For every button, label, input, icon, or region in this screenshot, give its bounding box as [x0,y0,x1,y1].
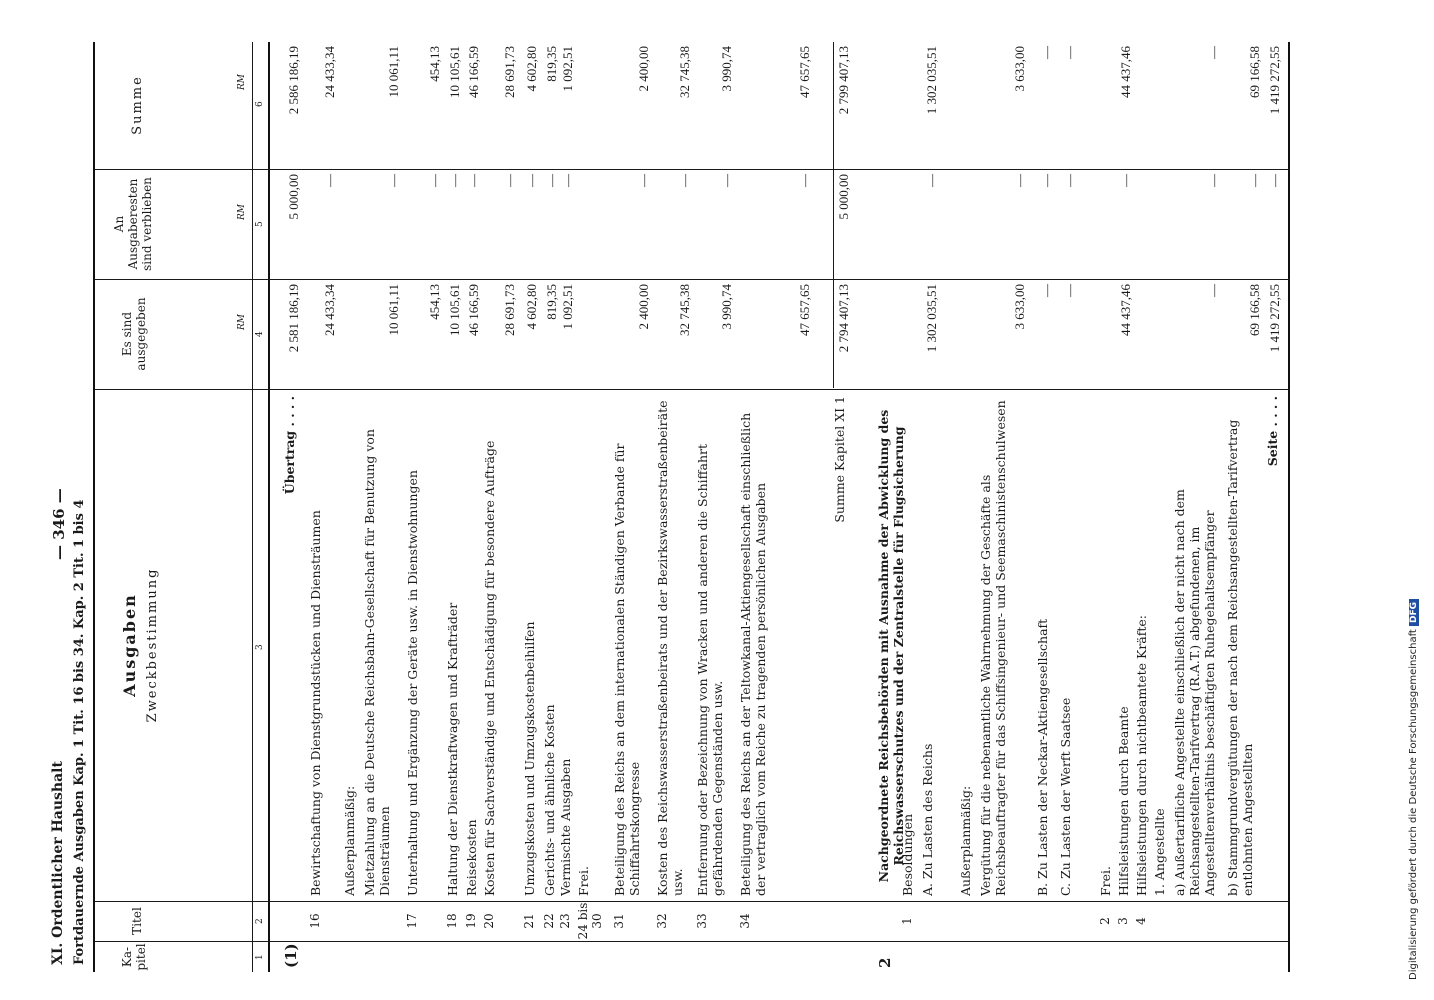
row-summe: 2 799 407,13 [836,46,851,115]
header-zweck: Zweckbestimmung [145,567,160,723]
header-titel: Titel [130,907,144,935]
row-zweck: Vergütung für die nebenamtliche Wahrnehmung der Geschäfte als Reichsbeauftragter für das Schiffsingenieur- und Seemaschinistenschulwesen [978,400,1008,896]
row-ausgegeben: — [1062,284,1077,297]
row-titel: 18 [445,913,459,929]
row-ausgegeben: 46 166,59 [466,284,481,336]
column-number-rule [268,42,270,972]
row-ausgegeben: 47 657,65 [797,284,812,336]
row-ausgegeben: 454,13 [427,284,442,320]
row-summe: 46 166,59 [466,46,481,98]
row-titel: 21 [522,913,536,929]
row-ausgaberest: — [719,174,734,187]
row-summe: 1 419 272,55 [1267,46,1282,115]
row-ausgaberest: — [924,174,939,187]
row-summe: 819,35 [544,46,559,82]
row-summe: 1 302 035,51 [924,46,939,115]
row-zweck: Bewirtschaftung von Dienstgrundstücken und Diensträumen [308,510,323,896]
row-zweck: Frei. [576,865,591,896]
row-summe: 28 691,73 [502,46,517,98]
row-ausgegeben: 1 302 035,51 [924,284,939,353]
row-ausgegeben: 1 092,51 [560,284,575,330]
row-titel: 17 [405,913,419,929]
row-ausgaberest: 5 000,00 [286,174,301,220]
row-summe: 2 586 186,19 [286,46,301,115]
row-titel: 4 [1134,917,1148,925]
row-zweck: C. Zu Lasten der Werft Saatsee [1058,697,1073,896]
row-zweck: 1. Angestellte [1152,808,1167,896]
row-titel: 19 [464,913,478,929]
row-titel: 3 [1116,917,1130,925]
sum-rule [833,42,834,388]
header-bottom-rule [252,42,253,972]
row-summe: 454,13 [427,46,442,82]
header-ausgaben: Ausgaben [120,593,139,697]
row-summe: 10 061,11 [386,46,401,98]
row-summe: — [1039,46,1054,59]
row-titel: 16 [308,913,322,929]
col-divider-5 [95,169,1290,170]
section-subtitle: Fortdauernde Ausgaben Kap. 1 Tit. 16 bis 34. Kap. 2 Tit. 1 bis 4 [72,499,87,965]
row-zweck: Frei. [1098,865,1113,896]
colnum-1: 1 [255,954,265,960]
row-ausgaberest: — [1039,174,1054,187]
row-ausgegeben: 3 990,74 [719,284,734,330]
row-zweck: Seite . . . . [1265,396,1280,467]
row-titel: 32 [655,913,669,929]
col-divider-3 [95,389,1290,390]
row-ausgegeben: 2 581 186,19 [286,284,301,353]
dfg-badge: DFG [1409,599,1419,626]
row-summe: 3 990,74 [719,46,734,92]
row-titel: 22 [542,913,556,929]
row-ausgaberest: — [1206,174,1221,187]
unit-label-6: RM [237,74,247,90]
row-zweck: Vermischte Ausgaben [558,758,573,896]
row-zweck: Mietzahlung an die Deutsche Reichsbahn-Gesellschaft für Benutzung von Diensträumen [362,429,392,896]
row-ausgaberest: — [524,174,539,187]
row-zweck: Reisekosten [464,819,479,896]
row-ausgaberest: — [1012,174,1027,187]
row-zweck: a) Außertarifliche Angestellte einschließlich der nicht nach dem Reichsangestellten-Tarifvertrag (R.A.T.) abgefundenen, im Angestelltenverhältnis beschäftigten Ruhegehaltsempfänger [1172,489,1217,896]
row-zweck: Summe Kapitel XI 1 [832,396,847,523]
col-divider-1 [95,941,1290,942]
colnum-4: 4 [255,331,265,337]
page-number: — 346 — [50,488,68,560]
colnum-5: 5 [255,221,265,227]
row-ausgegeben: 69 166,58 [1247,284,1262,336]
row-zweck: B. Zu Lasten der Neckar-Aktiengesellschaft [1035,618,1050,896]
row-ausgegeben: 3 633,00 [1012,284,1027,330]
row-ausgegeben: 2 794 407,13 [836,284,851,353]
row-zweck: Unterhaltung und Ergänzung der Geräte usw. in Dienstwohnungen [405,470,420,896]
row-ausgegeben: 10 105,61 [447,284,462,336]
row-ausgaberest: — [427,174,442,187]
row-ausgaberest: — [1062,174,1077,187]
row-titel: 33 [695,913,709,929]
row-zweck: Außerplanmäßig: [342,785,357,896]
row-summe: 47 657,65 [797,46,812,98]
row-ausgegeben: 32 745,38 [677,284,692,336]
row-ausgaberest: — [544,174,559,187]
row-zweck: Beteiligung des Reichs an dem internationalen Ständigen Verbande für Schiffahrtskongresse [612,443,642,896]
row-ausgegeben: 4 602,80 [524,284,539,330]
unit-label-5: RM [237,204,247,220]
row-zweck: Hilfsleistungen durch nichtbeamtete Kräfte: [1134,614,1149,896]
row-ausgaberest: — [386,174,401,187]
row-ausgegeben: 819,35 [544,284,559,320]
row-zweck: b) Stammgrundvergütungen der nach dem Reichsangestellten-Tarifvertrag entlohnten Angestellten [1225,419,1255,896]
header-summe: Summe [130,75,145,135]
row-titel: 2 [1098,917,1112,925]
row-summe: — [1206,46,1221,59]
digitization-credit [1408,20,1432,980]
row-summe: 1 092,51 [560,46,575,92]
row-zweck: Kosten für Sachverständige und Entschädigung für besondere Aufträge [482,440,497,896]
row-summe: 10 105,61 [447,46,462,98]
row-zweck: Außerplanmäßig: [958,785,973,896]
row-zweck: Haltung der Dienstkraftwagen und Krafträder [445,602,460,896]
table-top-rule [93,42,95,972]
row-ausgaberest: — [502,174,517,187]
row-titel: 31 [612,913,626,929]
row-ausgaberest: — [797,174,812,187]
row-ausgegeben: 44 437,46 [1118,284,1133,336]
header-es-sind: Es sind ausgegeben [120,297,148,371]
row-zweck: Kosten des Reichswasserstraßenbeirats und der Bezirkswasserstraßenbeiräte usw. [655,400,685,896]
header-an-ausgabe: An Ausgaberesten sind verblieben [112,177,154,271]
row-ausgegeben: 24 433,34 [322,284,337,336]
row-ausgaberest: — [466,174,481,187]
row-ausgaberest: — [636,174,651,187]
row-summe: — [1062,46,1077,59]
row-ausgegeben: 10 061,11 [386,284,401,336]
row-kapitel: (1) [282,943,300,968]
row-ausgaberest: — [560,174,575,187]
row-ausgegeben: — [1206,284,1221,297]
credit-text: Digitalisierung gefördert durch die Deutsche Forschungsgemeinschaft [1408,629,1419,980]
row-summe: 3 633,00 [1012,46,1027,92]
row-ausgegeben: 2 400,00 [636,284,651,330]
row-zweck: A. Zu Lasten des Reichs [920,743,935,896]
row-summe: 44 437,46 [1118,46,1133,98]
rotated-document-page [20,20,1330,980]
row-zweck: Umzugskosten und Umzugskostenbeihilfen [522,621,537,896]
row-titel: 23 [558,913,572,929]
row-ausgaberest: 5 000,00 [836,174,851,220]
row-zweck: Gerichts- und ähnliche Kosten [542,704,557,896]
row-summe: 69 166,58 [1247,46,1262,98]
unit-label-4: RM [237,314,247,330]
row-ausgaberest: — [322,174,337,187]
row-zweck: Hilfsleistungen durch Beamte [1116,706,1131,896]
row-ausgegeben: 1 419 272,55 [1267,284,1282,353]
row-zweck: Nachgeordnete Reichsbehörden mit Ausnahme der Abwicklung des Reichswasserschutzes und der Zentralstelle für Flugsicherung [876,409,906,883]
row-titel: 34 [738,913,752,929]
section-title: XI. Ordentlicher Haushalt [50,761,66,965]
row-titel: 24 bis 30 [576,902,604,940]
row-summe: 24 433,34 [322,46,337,98]
row-ausgegeben: 28 691,73 [502,284,517,336]
row-titel: 1 [900,917,914,925]
row-ausgaberest: — [677,174,692,187]
table-bottom-rule [1288,42,1290,972]
row-ausgaberest: — [1247,174,1262,187]
row-summe: 4 602,80 [524,46,539,92]
row-zweck: Besoldungen [900,813,915,896]
row-titel: 20 [482,913,496,929]
row-ausgaberest: — [1118,174,1133,187]
row-zweck: Entfernung oder Bezeichnung von Wracken und anderen die Schiffahrt gefährdenden Gegenständen usw. [695,443,725,896]
colnum-6: 6 [255,101,265,107]
row-ausgaberest: — [447,174,462,187]
row-ausgegeben: — [1039,284,1054,297]
row-zweck: Übertrag . . . . [282,396,297,495]
row-zweck: Beteiligung des Reichs an der Teltowkanal-Aktiengesellschaft einschließlich der vertraglich vom Reiche zu tragenden persönlichen Ausgaben [738,412,768,896]
colnum-3: 3 [255,644,265,650]
col-divider-4 [95,279,1290,280]
row-summe: 2 400,00 [636,46,651,92]
row-summe: 32 745,38 [677,46,692,98]
colnum-2: 2 [255,918,265,924]
row-kapitel: 2 [876,957,894,968]
header-kapitel: Ka- pitel [120,943,148,971]
row-ausgaberest: — [1267,174,1282,187]
